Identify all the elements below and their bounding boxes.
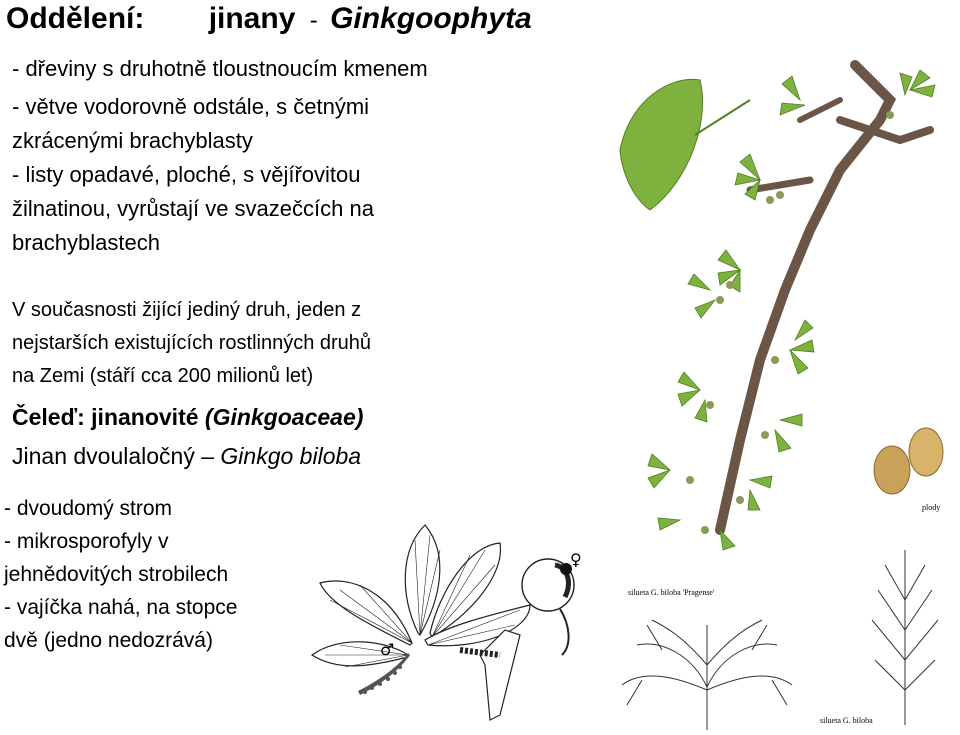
bullet-line: - dřeviny s druhotně tloustnoucím kmenem [12,56,428,81]
traits-block [4,492,237,657]
note-line: V současnosti žijící jediný druh, jeden z [12,299,362,321]
bullet-line: - listy opadavé, ploché, s vějířovitou [12,162,361,187]
title-name: jinany [208,2,296,35]
bullets-block [12,52,428,260]
tree-silhouette-pragense [612,595,802,735]
tree-silhouette-biloba [860,540,950,730]
trait-line: dvě (jedno nedozrává) [4,629,213,652]
note-block [12,294,371,393]
ginkgo-branch-illustration [610,60,950,560]
note-line: na Zemi (stáří cca 200 milionů let) [12,365,314,387]
ginkgo-line-drawing [300,505,600,734]
seed-1 [874,446,910,494]
title-separator: - [309,7,318,34]
note-line: nejstarších existujících rostlinných druhů [12,332,372,354]
bullet-line: zkrácenými brachyblasty [12,128,253,153]
female-symbol: ♀ [570,550,582,569]
title-label: Oddělení: [6,2,145,35]
species-line [12,443,361,470]
bullet-line: brachyblastech [12,230,160,255]
trait-line: - dvoudomý strom [4,497,173,520]
seeds-label: plody [922,503,941,512]
page-title [6,2,532,36]
family-latin: (Ginkgoaceae) [204,404,364,430]
trait-line: - mikrosporofyly v [4,530,169,553]
trait-line: jehnědovitých strobilech [4,563,229,586]
species-latin: Ginkgo biloba [220,443,362,469]
title-latin: Ginkgoophyta [330,2,532,35]
bullet-line: žilnatinou, vyrůstají ve svazečcích na [12,196,374,221]
family-czech: Čeleď: jinanovité [12,404,205,430]
stem-drawing [480,630,520,720]
silhouette-label-1: silueta G. biloba 'Pragense' [628,588,715,597]
bullet-line: - větve vodorovně odstále, s četnými [12,94,370,119]
species-czech: Jinan dvoulaločný – [12,443,215,469]
family-heading [12,404,363,431]
trait-line: - vajíčka nahá, na stopce [4,596,238,619]
male-symbol: ♂ [380,640,395,659]
seed-2 [909,428,943,476]
silhouette-label-2: silueta G. biloba [820,716,873,725]
